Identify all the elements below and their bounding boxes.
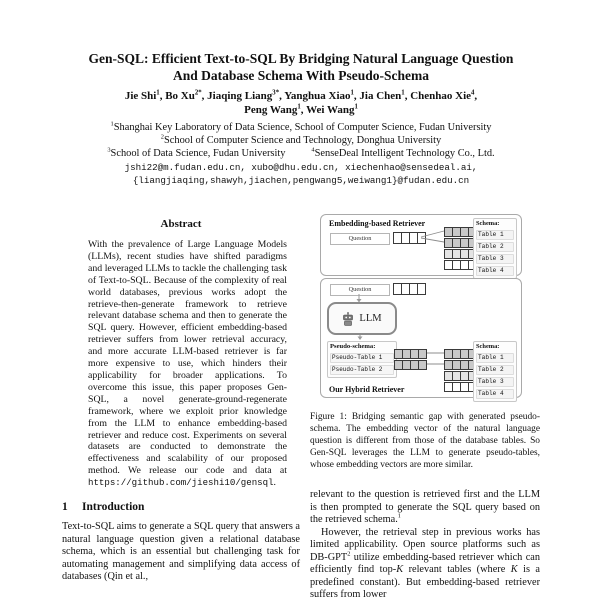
math-variable-k: K [396,564,404,576]
affiliation-2 [62,134,540,147]
hybrid-retriever-label: Our Hybrid Retriever [329,385,405,394]
authors-line-2 [62,104,540,118]
right-column [310,214,540,600]
author-name: Peng Wang [244,103,298,116]
email-line-2: {liangjiaqing,shawyh,jiachen,pengwang5,weiwang1}@fudan.edu.cn [132,175,470,186]
author-emails [62,161,540,187]
paragraph-text: is a predefined constant). But embedding-based retriever suffers from lower [310,564,540,600]
author-name: Jiaqing Liang [207,90,273,102]
abstract-paragraph [88,239,287,489]
section-title: Introduction [82,501,145,514]
pseudo-schema-box [327,341,397,378]
author-name: Jie Shi [124,90,157,102]
question-box: Question [330,284,390,296]
llm-box [327,302,397,335]
affil-text: School of Data Science, Fudan University [110,148,286,159]
schema-table-row: Table 2 [476,365,514,376]
right-paragraph-2 [310,527,540,600]
vector-cell [417,283,426,295]
author-sup: 1 [350,89,354,97]
footnote-marker-2: 2 [347,550,351,558]
affil-sup: 1 [110,120,114,128]
paragraph-text: relevant tables (where [403,564,511,576]
author [207,90,284,102]
author-name: Wei Wang [306,103,355,116]
title-line-2: And Database Schema With Pseudo-Schema [172,68,430,83]
table1-embedding-vector [444,227,476,237]
schema-box [473,341,517,402]
vector-cell [418,349,427,359]
embedding-retriever-label: Embedding-based Retriever [329,219,426,228]
paper-content [62,50,540,187]
vector-cell [417,232,426,244]
author-sep: , [404,90,411,102]
affil-sup: 2 [160,133,165,141]
paper-title [62,50,540,84]
section-number: 1 [62,501,68,514]
schema-table-row: Table 4 [476,266,514,277]
left-column [62,214,300,600]
schema-table-row: Table 1 [476,353,514,364]
paragraph-text: relevant to the question is retrieved first and the LLM is then prompted to generate the SQL query based on the retrieved schema. [310,489,540,526]
llm-label: LLM [359,313,382,324]
two-column-body [62,214,540,600]
author-sep: , [300,103,307,116]
footnote-marker-1: 1 [397,513,401,521]
paragraph-text: However, the retrieval step in previous works has limited applicability. Open source platforms such as DB-GPT [310,526,540,563]
author-sup: 1 [401,89,405,97]
question-embedding-vector [393,232,425,244]
schema-table-row: Table 4 [476,389,514,400]
abstract-text-end: . [273,477,276,489]
author-name: Chenhao Xie [410,90,472,102]
table4-embedding-vector [444,382,476,392]
figure-caption: Figure 1: Bridging semantic gap with generated pseudo-schema. The embedding vector of the natural language question is different from those of the database tables. So Gen-SQL leverages the LLM to generate pseudo-tables, whose embedding vectors are more similar. [310,412,540,471]
schema-table-row: Table 1 [476,230,514,241]
pseudo-table1-embedding-vector [394,349,426,359]
author-sep: , [201,90,208,102]
author [125,90,165,102]
schema-table-row: Table 3 [476,254,514,265]
figure-1 [320,214,522,398]
paragraph-text: utilize embedding-based retriever which can efficiently find top- [310,551,540,576]
right-paragraph-1 [310,489,540,527]
author-sup: 3* [272,89,280,97]
author-sep: , [474,90,478,102]
introduction-paragraph: Text-to-SQL aims to generate a SQL query that answers a natural language question given a relational database schema, which is an essential but challenging task for automating management and simplifying data access of databases (Qin et al., [62,521,300,583]
table2-embedding-vector [444,360,476,370]
author-sup: 4 [471,89,475,97]
code-url-link[interactable]: https://github.com/jieshi10/gensql [88,477,274,489]
table4-embedding-vector [444,260,476,270]
author-name: Bo Xu [165,90,195,102]
table3-embedding-vector [444,371,476,381]
pseudo-table-row: Pseudo-Table 1 [330,353,394,364]
author-list [62,90,540,117]
affiliations [62,121,540,160]
author-sup: 1 [156,89,160,97]
author-sup: 1 [297,102,301,110]
pseudo-table2-embedding-vector [394,360,426,370]
robot-icon [342,312,354,326]
math-variable-k: K [510,564,518,576]
pseudo-schema-heading: Pseudo-schema: [330,343,376,350]
authors-line-1 [62,90,540,104]
title-line-1: Gen-SQL: Efficient Text-to-SQL By Bridging Natural Language Question [88,51,514,66]
affiliation-1 [62,121,540,134]
schema-heading: Schema: [476,220,500,227]
table1-embedding-vector [444,349,476,359]
affil-sup: 4 [311,146,315,154]
table2-embedding-vector [444,238,476,248]
question-box: Question [330,233,390,245]
hybrid-retriever-panel [320,278,522,398]
author-sup: 2* [194,89,202,97]
schema-table-row: Table 2 [476,242,514,253]
section-heading-introduction [62,501,300,513]
abstract-heading: Abstract [160,218,202,230]
vector-cell [418,360,427,370]
author [165,90,207,102]
author-sup: 1 [354,102,358,110]
schema-table-row: Table 3 [476,377,514,388]
email-line-1: jshi22@m.fudan.edu.cn, xubo@dhu.edu.cn, xiechenhao@sensedeal.ai, [124,162,478,173]
affil-text: SenseDeal Intelligent Technology Co., Ltd. [314,148,495,159]
abstract-text: With the prevalence of Large Language Models (LLMs), recent studies have shifted paradigms and leveraged LLMs to tackle the challenging task of Text-to-SQL. Because of the complexity of real world databases, previous works adopt the retrieve-then-generate framework to retrieve relevant database schema and then to generate the SQL query. However, efficient embedding-based retriever suffers from lower retrieval accuracy, and more accurate LLM-based retriever is far more expensive to use, which hinders their applicability for broader applications. To overcome this issue, this paper proposes Gen-SQL, a novel generate-ground-regenerate framework, where we exploit prior knowledge from the LLM to enhance embedding-based retriever and reduce cost. Experiments on several datasets are conducted to demonstrate the effectiveness and scalability of our proposed method. We release our code and data at [88,239,287,477]
author-name: Jia Chen [359,90,402,102]
pseudo-table-row: Pseudo-Table 2 [330,365,394,376]
affiliation-3-4 [62,147,540,160]
table3-embedding-vector [444,249,476,259]
author-sep: , [353,90,360,102]
schema-heading: Schema: [476,343,500,350]
schema-box [473,218,517,279]
author-name: Yanghua Xiao [284,90,351,102]
question-embedding-vector [393,283,425,295]
author [359,90,410,102]
author [306,104,358,116]
affil-sup: 3 [107,146,111,154]
author [284,90,359,102]
affil-text: Shanghai Key Laboratory of Data Science, School of Computer Science, Fudan University [113,122,492,133]
author [244,104,306,116]
author [410,90,477,102]
embedding-retriever-panel [320,214,522,276]
affil-text: School of Computer Science and Technology, Donghua University [164,135,442,146]
author-sep: , [279,90,285,102]
author-sep: , [159,90,166,102]
